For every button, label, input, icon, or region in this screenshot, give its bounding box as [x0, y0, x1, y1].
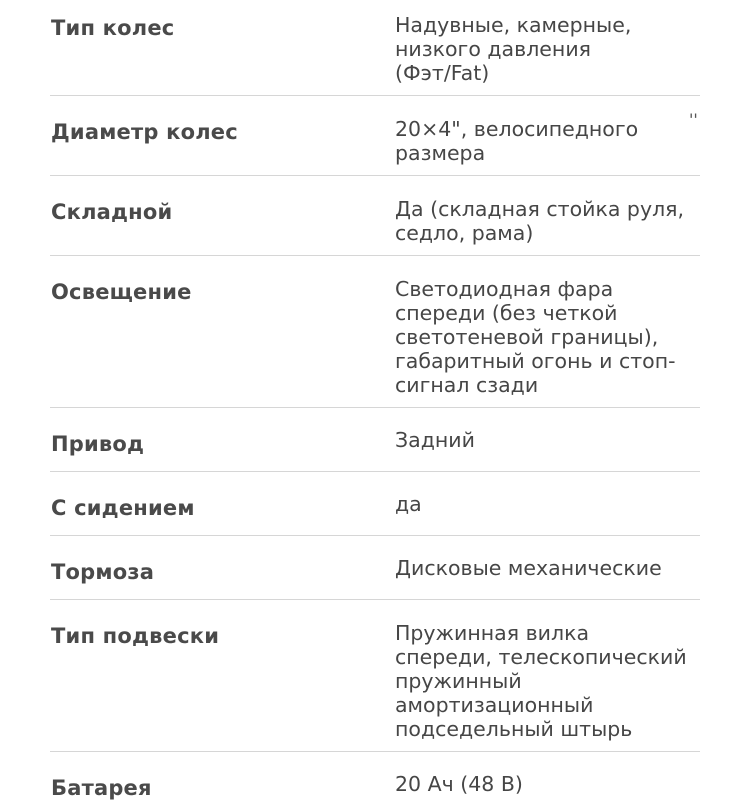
spec-label: Привод: [51, 432, 145, 456]
spec-label: Тип подвески: [51, 624, 220, 648]
spec-row-battery: [50, 752, 700, 807]
spec-row-wheel-type: [50, 0, 700, 96]
spec-value: Да (складная стойка руля, седло, рама): [395, 197, 685, 245]
spec-value: Пружинная вилка спереди, телескопический пружинный амортизационный подседельный штырь: [395, 621, 687, 741]
spec-label: Тип колес: [51, 16, 175, 40]
stray-quote-mark: '': [689, 110, 698, 129]
spec-value: 20 Ач (48 В): [395, 772, 523, 796]
spec-value: 20×4", велосипедного размера: [395, 117, 639, 165]
spec-row-lighting: [50, 256, 700, 408]
spec-row-suspension: [50, 600, 700, 752]
spec-value: Светодиодная фара спереди (без четкой светотеневой границы), габаритный огонь и стоп- сигнал сзади: [395, 277, 676, 397]
spec-value: Надувные, камерные, низкого давления (Фэт/Fat): [395, 13, 632, 85]
spec-row-drive: [50, 408, 700, 472]
specifications-table: [50, 0, 700, 807]
spec-value: Задний: [395, 428, 475, 452]
spec-row-brakes: [50, 536, 700, 600]
spec-label: Тормоза: [51, 560, 155, 584]
spec-label: Складной: [51, 200, 173, 224]
spec-label: Диаметр колес: [51, 120, 238, 144]
spec-value: Дисковые механические: [395, 556, 662, 580]
spec-row-seat: [50, 472, 700, 536]
spec-row-foldable: [50, 176, 700, 256]
spec-row-wheel-diameter: [50, 96, 700, 176]
spec-value: да: [395, 492, 422, 516]
spec-label: Освещение: [51, 280, 192, 304]
spec-label: С сидением: [51, 496, 195, 520]
spec-label: Батарея: [51, 776, 152, 800]
